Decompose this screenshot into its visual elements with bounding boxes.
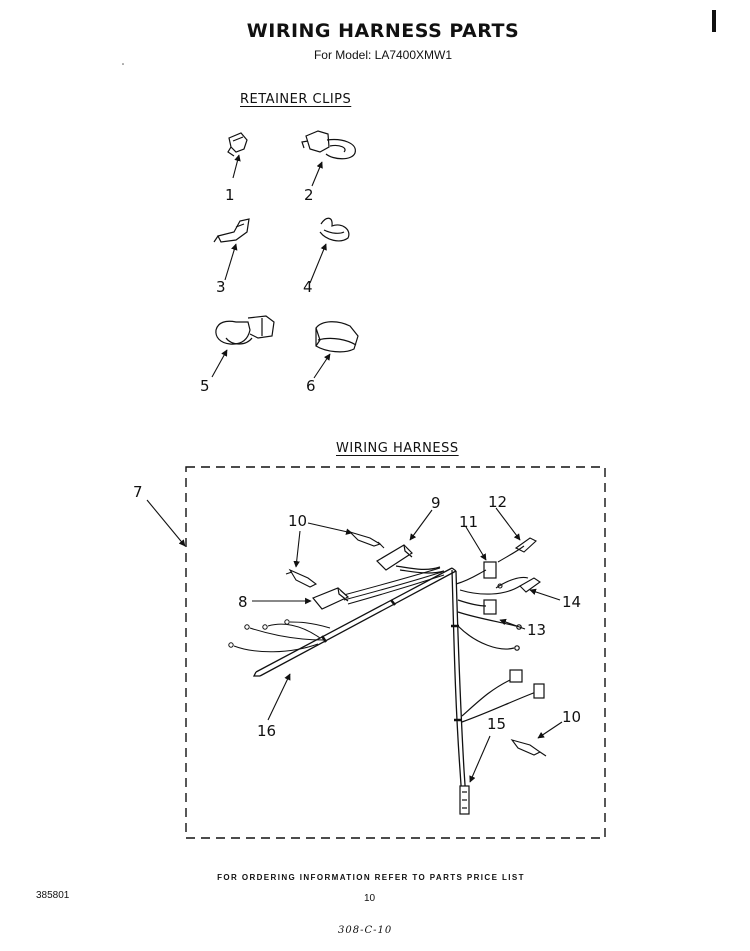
callout-3: 3 bbox=[216, 278, 226, 296]
callout-16: 16 bbox=[257, 722, 277, 740]
terminal-14 bbox=[460, 577, 540, 594]
leader-9 bbox=[410, 510, 432, 540]
leader-clip-5 bbox=[212, 350, 227, 377]
retainer-clip-4 bbox=[320, 218, 349, 241]
connector-9 bbox=[377, 545, 444, 573]
callout-7: 7 bbox=[133, 483, 143, 501]
callout-10-upper: 10 bbox=[288, 512, 308, 530]
leader-15 bbox=[470, 736, 490, 782]
callout-15: 15 bbox=[487, 715, 507, 733]
terminal-10-lower bbox=[512, 740, 546, 756]
leader-13 bbox=[500, 620, 525, 629]
ordering-note: FOR ORDERING INFORMATION REFER TO PARTS PRICE LIST bbox=[217, 873, 525, 882]
retainer-clip-5 bbox=[216, 316, 274, 344]
callout-1: 1 bbox=[225, 186, 235, 204]
leader-14 bbox=[530, 590, 560, 600]
terminal-12 bbox=[498, 538, 536, 562]
callout-2: 2 bbox=[304, 186, 314, 204]
retainer-clip-6 bbox=[316, 322, 358, 352]
model-line: For Model: LA7400XMW1 bbox=[313, 48, 453, 62]
callout-13: 13 bbox=[527, 621, 547, 639]
callout-8: 8 bbox=[238, 593, 248, 611]
terminals-10-upper bbox=[286, 532, 384, 587]
leader-clip-6 bbox=[314, 354, 330, 378]
handwritten-code: 308-C-10 bbox=[338, 925, 393, 936]
connector-15 bbox=[460, 786, 469, 814]
leader-10-c bbox=[538, 722, 562, 738]
connector-8 bbox=[313, 588, 348, 609]
page-title: WIRING HARNESS PARTS bbox=[246, 20, 520, 42]
connector-13 bbox=[458, 600, 521, 650]
leader-clip-3 bbox=[225, 244, 236, 280]
leader-7 bbox=[147, 500, 185, 546]
leader-clip-2 bbox=[312, 162, 322, 186]
leader-clip-1 bbox=[233, 155, 239, 178]
connector-11 bbox=[456, 562, 496, 584]
retainer-clip-1 bbox=[228, 133, 247, 156]
retainer-clip-2 bbox=[302, 131, 355, 159]
stray-dot bbox=[122, 63, 124, 65]
retainer-clips-heading: RETAINER CLIPS bbox=[240, 92, 352, 107]
harness-frame bbox=[186, 467, 605, 838]
document-number: 385801 bbox=[36, 890, 70, 901]
tape-wraps bbox=[322, 600, 462, 720]
callout-9: 9 bbox=[431, 494, 441, 512]
wiring-harness-heading: WIRING HARNESS bbox=[336, 441, 459, 456]
callout-12: 12 bbox=[488, 493, 508, 511]
leader-16 bbox=[268, 674, 290, 720]
leader-10-b bbox=[296, 531, 300, 567]
callout-6: 6 bbox=[306, 377, 316, 395]
callout-5: 5 bbox=[200, 377, 210, 395]
callout-11: 11 bbox=[459, 513, 479, 531]
callout-4: 4 bbox=[303, 278, 313, 296]
leader-10-a bbox=[308, 523, 352, 533]
callout-10-lower: 10 bbox=[562, 708, 582, 726]
retainer-clip-3 bbox=[214, 219, 249, 242]
leader-11 bbox=[466, 527, 486, 560]
leader-12 bbox=[496, 508, 520, 540]
page-number: 10 bbox=[364, 893, 376, 904]
callout-14: 14 bbox=[562, 593, 582, 611]
